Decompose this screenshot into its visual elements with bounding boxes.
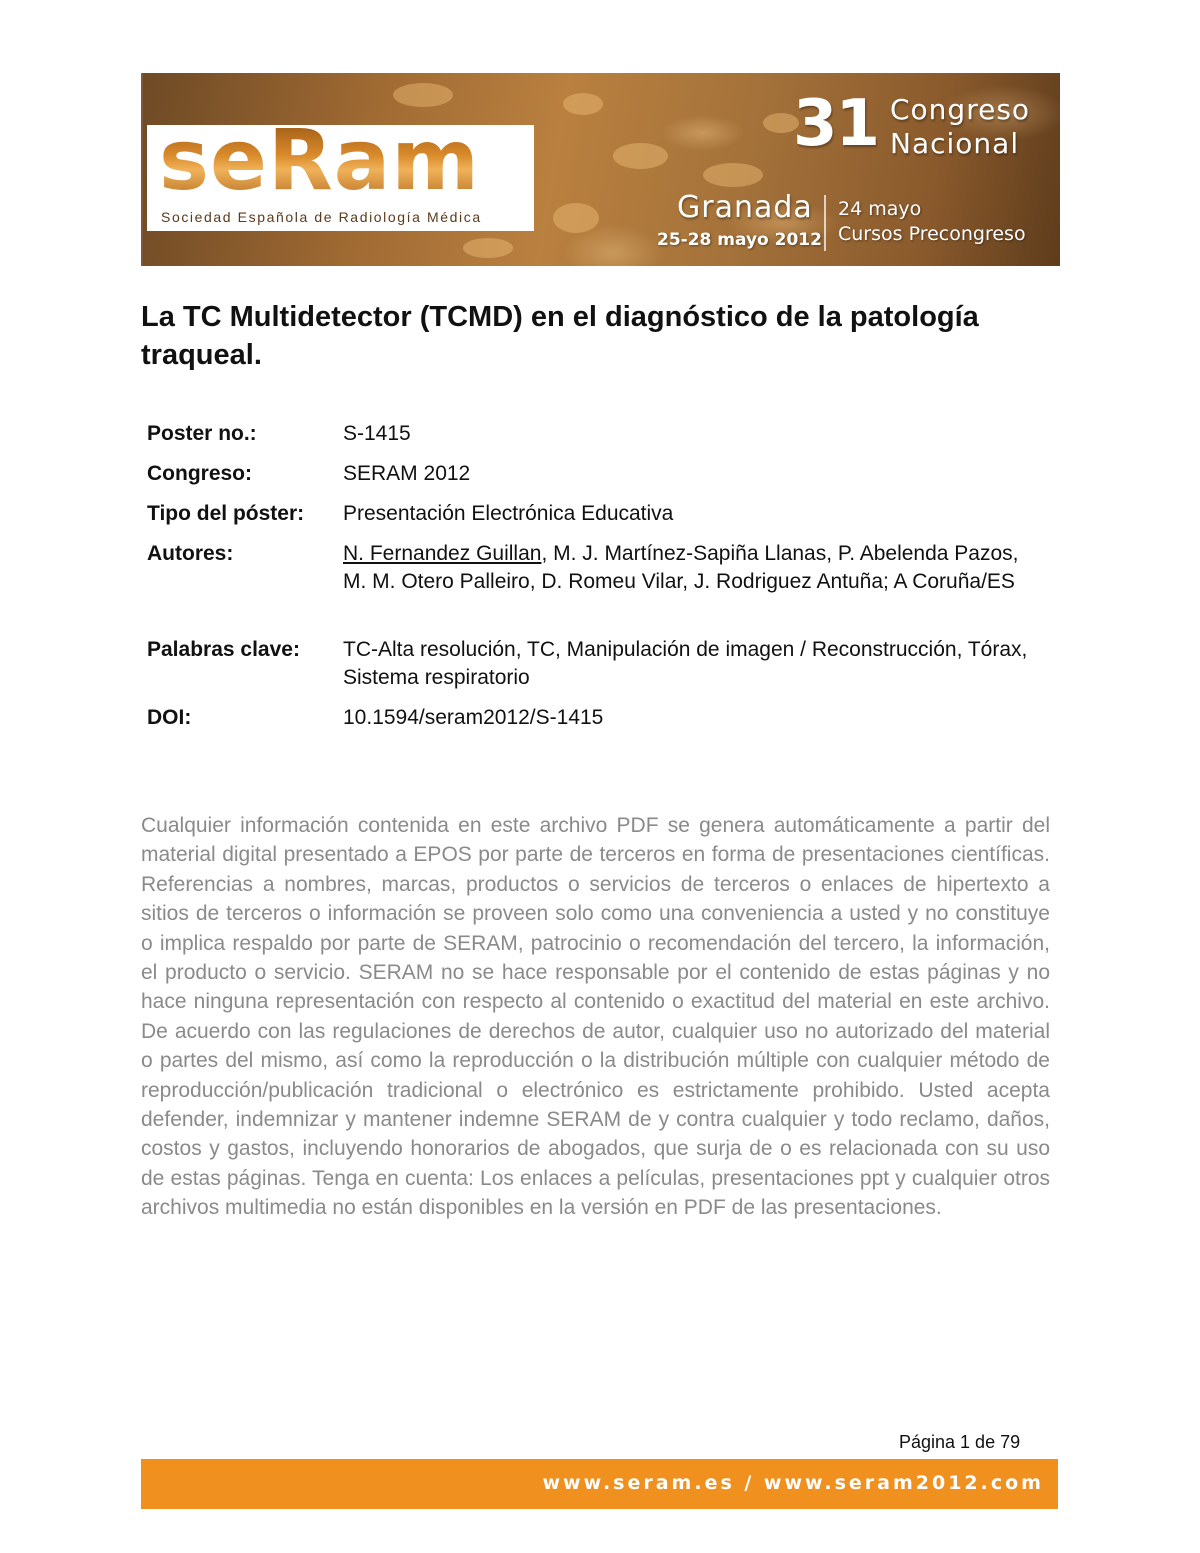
meta-row-poster-no [147, 420, 1047, 460]
banner-texture [563, 93, 603, 115]
meta-label: Autores: [147, 542, 234, 565]
congress-word-2: Nacional [890, 127, 1020, 160]
banner-texture [613, 143, 668, 169]
page-number: Página 1 de 79 [899, 1432, 1021, 1452]
meta-row-congreso [147, 460, 1047, 500]
meta-value: TC-Alta resolución, TC, Manipulación de imagen / Reconstrucción, Tórax, Sistema respiratorio [343, 638, 1028, 689]
precongress-label: Cursos Precongreso [838, 223, 1026, 245]
poster-metadata [147, 420, 1047, 744]
footer-url[interactable]: www.seram.es / www.seram2012.com [542, 1472, 1044, 1494]
congress-dates: 25-28 mayo 2012 [657, 230, 822, 250]
meta-label: DOI: [147, 706, 192, 729]
banner-texture [463, 238, 513, 258]
legal-disclaimer: Cualquier información contenida en este archivo PDF se genera automáticamente a partir del material digital presentado a EPOS por parte de terceros en forma de presentaciones científicas. Referencias a nombres, marcas, productos o servicios de terceros o enlaces de hipertexto a sitios de terceros o información se proveen solo como una conveniencia a usted y no constituye o implica respaldo por parte de SERAM, patrocinio o recomendación del tercero, la información, el producto o servicio. SERAM no se hace responsable por el contenido de estas páginas y no hace ninguna representación con respecto al contenido o exactitud del material en este archivo. De acuerdo con las regulaciones de derechos de autor, cualquier uso no autorizado del material o partes del mismo, así como la reproducción o la distribución múltiple con cualquier método de reproducción/publicación tradicional o electrónico es estrictamente prohibido. Usted acepta defender, indemnizar y mantener indemne SERAM de y contra cualquier y todo reclamo, daños, costos y gastos, incluyendo honorarios de abogados, que surja de o es relacionada con su uso de estas páginas. Tenga en cuenta: Los enlaces a películas, presentaciones ppt y cualquier otros archivos multimedia no están disponibles en la versión en PDF de las presentaciones. [141, 814, 1050, 1220]
meta-row-palabras [147, 636, 1047, 704]
banner-divider [824, 195, 826, 251]
congress-city: Granada [677, 190, 813, 225]
meta-label: Poster no.: [147, 422, 257, 445]
meta-row-doi [147, 704, 1047, 744]
logo-wordmark: seRam [159, 111, 480, 209]
meta-row-autores [147, 540, 1047, 636]
meta-value: 10.1594/seram2012/S-1415 [343, 706, 604, 729]
banner-texture [393, 83, 453, 107]
congress-word-1: Congreso [890, 93, 1031, 126]
meta-label: Tipo del póster: [147, 502, 305, 525]
meta-value: S-1415 [343, 422, 411, 445]
meta-row-tipo [147, 500, 1047, 540]
logo-subtitle: Sociedad Española de Radiología Médica [161, 209, 482, 225]
footer-bar [141, 1459, 1058, 1509]
meta-value: SERAM 2012 [343, 462, 471, 485]
meta-label: Palabras clave: [147, 638, 300, 661]
meta-value [343, 540, 1043, 636]
banner-texture [703, 163, 763, 187]
banner-texture [553, 203, 599, 233]
precongress-date: 24 mayo [838, 198, 922, 220]
other-authors: , M. J. Martínez-Sapiña Llanas, P. Abelenda Pazos, M. M. Otero Palleiro, D. Romeu Vilar, J. Rodriguez Antuña; A Coruña/ES [343, 542, 1019, 593]
poster-title: La TC Multidetector (TCMD) en el diagnóstico de la patología traqueal. [141, 301, 979, 371]
seram-logo [147, 111, 534, 231]
meta-value: Presentación Electrónica Educativa [343, 502, 674, 525]
congress-number: 31 [793, 87, 879, 161]
meta-label: Congreso: [147, 462, 252, 485]
first-author-link[interactable]: N. Fernandez Guillan [343, 542, 542, 565]
congress-banner [141, 73, 1060, 266]
